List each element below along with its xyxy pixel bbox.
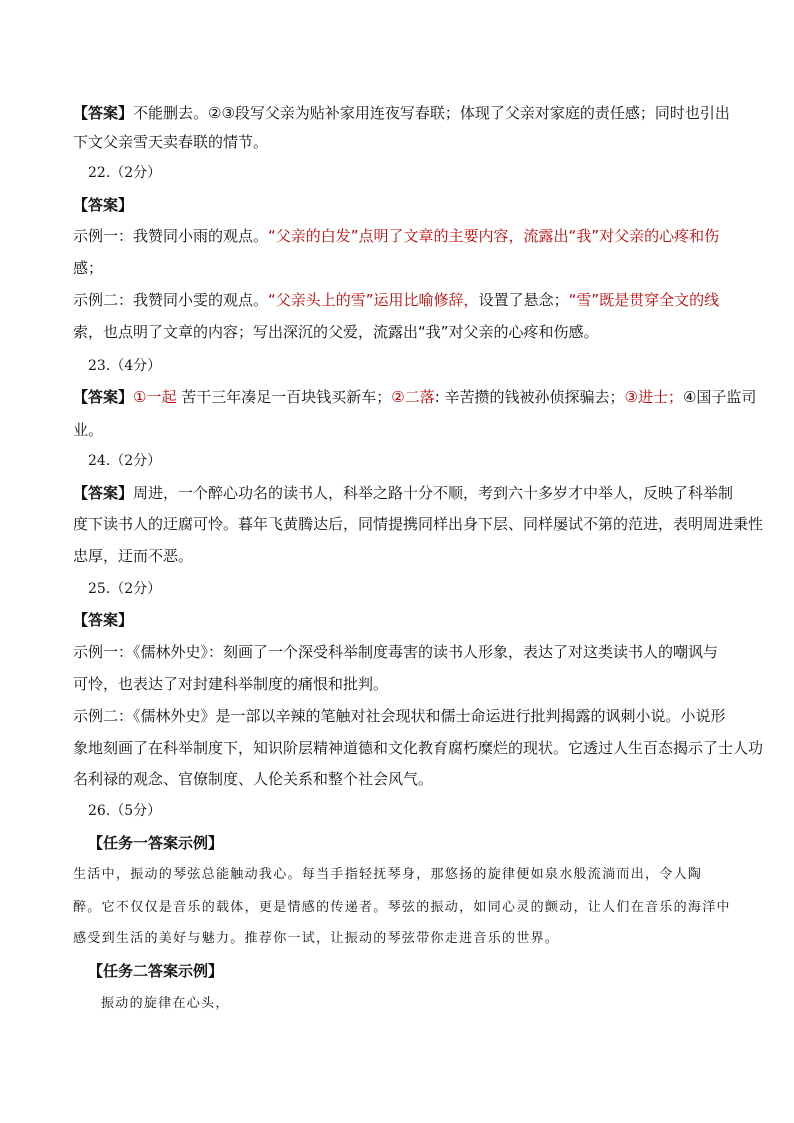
q22-example-1-prefix: 示例一：我赞同小雨的观点。 bbox=[73, 227, 269, 245]
q22-example-1 bbox=[73, 226, 719, 246]
q26-header: 26.（5分） bbox=[88, 803, 162, 819]
q25-example-2-line-1: 示例二：《儒林外史》是一部以辛辣的笔触对社会现状和儒士命运进行批判揭露的讽刺小说。小说形 bbox=[73, 707, 726, 725]
q24-answer-line-1 bbox=[73, 483, 733, 503]
q21-answer-text: 不能删去。②③段写父亲为贴补家用连夜写春联；体现了父亲对家庭的责任感；同时也引出 bbox=[133, 104, 730, 122]
q25-example-2-line-3: 名利禄的观念、官僚制度、人伦关系和整个社会风气。 bbox=[73, 770, 434, 788]
q23-answer-line-1 bbox=[73, 387, 756, 407]
q22-example-2-prefix: 示例二：我赞同小雯的观点。 bbox=[73, 291, 269, 309]
q24-answer-line-2: 度下读书人的迂腐可怜。暮年飞黄腾达后，同情提携同样出身下层、同样屡试不第的范进，表明周进秉性 bbox=[73, 515, 764, 533]
q23-part-2: 苦干三年凑足一百块钱买新车； bbox=[176, 388, 392, 406]
q23-part-4: : 辛苦攒的钱被孙侦探骗去； bbox=[434, 388, 625, 406]
q25-header: 25.（2分） bbox=[88, 581, 162, 597]
q26-task-1-line-3: 感受到生活的美好与魅力。推荐你一试，让振动的琴弦带你走进音乐的世界。 bbox=[73, 931, 560, 946]
answer-label: 【答案】 bbox=[73, 484, 134, 502]
q23-part-3: ②二落 bbox=[391, 388, 435, 406]
q26-task-1-label: 【任务一答案示例】 bbox=[88, 834, 224, 852]
q22-header: 22.（2分） bbox=[88, 165, 162, 181]
q25-answer-label: 【答案】 bbox=[73, 611, 134, 629]
q22-example-1-highlight: “父亲的白发”点明了文章的主要内容，流露出“我”对父亲的心疼和伤 bbox=[268, 227, 720, 245]
q23-part-6: ④国子监司 bbox=[682, 388, 757, 406]
answer-label: 【答案】 bbox=[73, 104, 134, 122]
q23-header: 23.（4分） bbox=[88, 358, 162, 374]
q24-header: 24.（2分） bbox=[88, 453, 162, 469]
q23-part-5: ③进士； bbox=[624, 388, 683, 406]
q22-example-2-middle: 设置了悬念； bbox=[478, 291, 569, 309]
q26-task-1-line-2: 醉。它不仅仅是音乐的载体，更是情感的传递者。琴弦的振动，如同心灵的颤动，让人们在音乐的海洋中 bbox=[73, 900, 731, 915]
q22-example-2 bbox=[73, 290, 719, 310]
q21-answer-line-1 bbox=[73, 103, 730, 123]
q25-example-1-line-2: 可怜，也表达了对封建科举制度的痛恨和批判。 bbox=[73, 675, 389, 693]
q22-example-2-highlight-2: “雪”既是贯穿全文的线 bbox=[568, 291, 720, 309]
q25-example-2-line-2: 象地刻画了在科举制度下，知识阶层精神道德和文化教育腐朽糜烂的现状。它透过人生百态揭示了士人功 bbox=[73, 739, 764, 757]
q22-example-2-highlight-1: “父亲头上的雪”运用比喻修辞， bbox=[268, 291, 479, 309]
q22-example-2-cont: 索，也点明了文章的内容；写出深沉的父爱，流露出“我”对父亲的心疼和伤感。 bbox=[73, 323, 599, 341]
q26-task-1-line-1: 生活中，振动的琴弦总能触动我心。每当手指轻抚琴身，那悠扬的旋律便如泉水般流淌而出，令人陶 bbox=[73, 867, 703, 882]
q22-example-1-cont: 感； bbox=[73, 259, 104, 277]
q22-answer-label: 【答案】 bbox=[73, 196, 134, 214]
q23-part-1: ①一起 bbox=[133, 388, 177, 406]
q24-answer-line-3: 忠厚，迂而不恶。 bbox=[73, 547, 194, 565]
answer-label: 【答案】 bbox=[73, 388, 134, 406]
q21-answer-line-2: 下文父亲雪天卖春联的情节。 bbox=[73, 133, 269, 151]
q26-task-2-label: 【任务二答案示例】 bbox=[88, 962, 224, 980]
q23-answer-line-2: 业。 bbox=[73, 421, 104, 439]
q24-answer-text: 周进，一个醉心功名的读书人，科举之路十分不顺，考到六十多岁才中举人，反映了科举制 bbox=[133, 484, 734, 502]
q26-task-2-line-1: 振动的旋律在心头， bbox=[101, 996, 230, 1011]
q25-example-1-line-1: 示例一：《儒林外史》：刻画了一个深受科举制度毒害的读书人形象，表达了对这类读书人的嘲讽与 bbox=[73, 643, 719, 661]
